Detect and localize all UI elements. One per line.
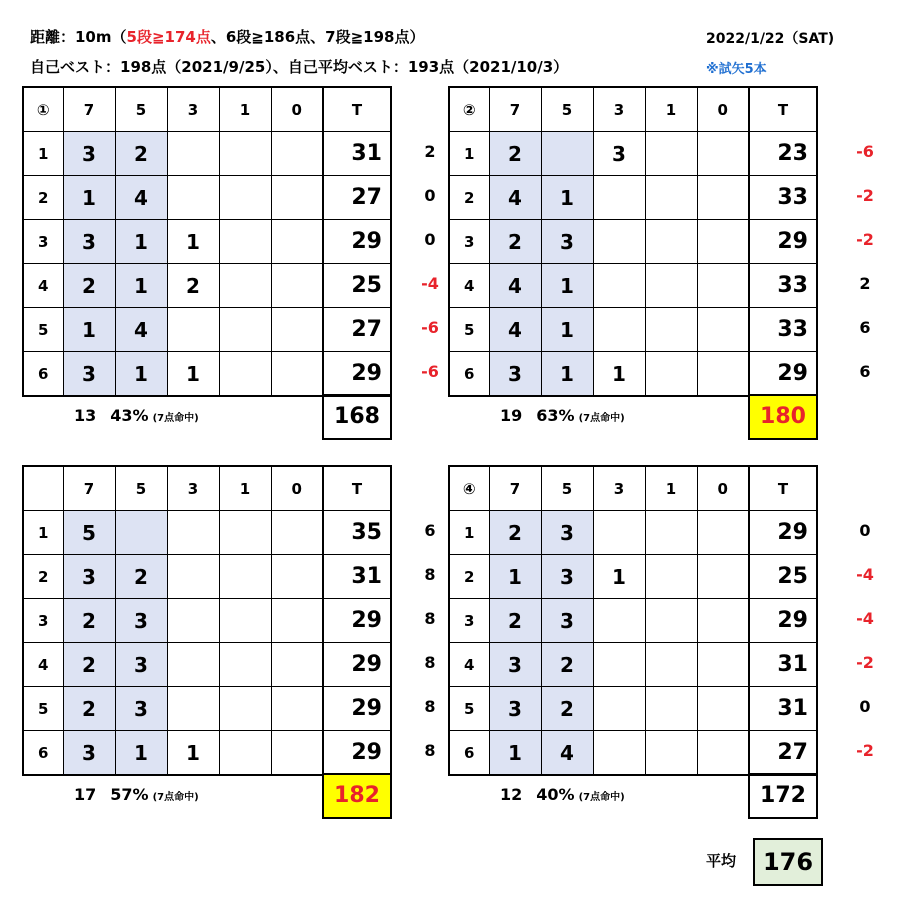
count-1 bbox=[219, 511, 271, 555]
table-row bbox=[449, 220, 817, 264]
count-7: 2 bbox=[63, 264, 115, 308]
count-1 bbox=[645, 731, 697, 776]
count-1 bbox=[645, 308, 697, 352]
diff-value: 6 bbox=[424, 521, 436, 540]
count-0 bbox=[271, 264, 323, 308]
count-1 bbox=[219, 643, 271, 687]
end-number: 3 bbox=[23, 220, 63, 264]
count-5: 2 bbox=[541, 687, 593, 731]
count-7: 2 bbox=[489, 220, 541, 264]
column-header: 1 bbox=[219, 87, 271, 132]
diff-value: -6 bbox=[421, 318, 439, 337]
count-7: 3 bbox=[489, 643, 541, 687]
count-3 bbox=[593, 308, 645, 352]
end-total: 31 bbox=[323, 555, 391, 599]
count-1 bbox=[219, 220, 271, 264]
count-5: 3 bbox=[541, 220, 593, 264]
count-5: 1 bbox=[115, 352, 167, 397]
column-header: 5 bbox=[541, 87, 593, 132]
hit-count: 12 bbox=[500, 785, 523, 804]
distance-header bbox=[30, 26, 424, 47]
table-row bbox=[23, 220, 391, 264]
diff-value: 6 bbox=[859, 318, 871, 337]
round-total: 168 bbox=[322, 394, 392, 440]
end-total: 29 bbox=[323, 643, 391, 687]
count-7: 2 bbox=[63, 687, 115, 731]
count-1 bbox=[219, 308, 271, 352]
count-5: 4 bbox=[541, 731, 593, 776]
count-0 bbox=[697, 643, 749, 687]
count-3: 1 bbox=[167, 220, 219, 264]
count-0 bbox=[697, 731, 749, 776]
end-total: 31 bbox=[323, 132, 391, 176]
count-5: 3 bbox=[541, 511, 593, 555]
table-row bbox=[23, 352, 391, 397]
round-label: ④ bbox=[449, 466, 489, 511]
column-header: 1 bbox=[645, 87, 697, 132]
table-row bbox=[449, 176, 817, 220]
diff-column bbox=[845, 509, 885, 773]
count-7: 3 bbox=[489, 687, 541, 731]
end-total: 29 bbox=[323, 687, 391, 731]
count-0 bbox=[697, 352, 749, 397]
count-5: 2 bbox=[115, 132, 167, 176]
count-3 bbox=[593, 264, 645, 308]
end-total: 27 bbox=[323, 308, 391, 352]
column-header: T bbox=[749, 87, 817, 132]
end-number: 4 bbox=[23, 264, 63, 308]
date-label: 2022/1/22（SAT) bbox=[706, 31, 835, 47]
count-3 bbox=[167, 643, 219, 687]
table-row bbox=[449, 555, 817, 599]
diff-value: -4 bbox=[856, 565, 874, 584]
end-total: 27 bbox=[749, 731, 817, 776]
end-number: 5 bbox=[23, 308, 63, 352]
count-3: 1 bbox=[593, 555, 645, 599]
count-1 bbox=[219, 264, 271, 308]
count-1 bbox=[645, 132, 697, 176]
count-0 bbox=[271, 555, 323, 599]
practice-arrows-note: ※試矢5本 bbox=[706, 62, 767, 77]
end-number: 4 bbox=[23, 643, 63, 687]
count-5: 1 bbox=[541, 176, 593, 220]
column-header: 5 bbox=[115, 87, 167, 132]
end-number: 3 bbox=[449, 220, 489, 264]
count-7: 3 bbox=[489, 352, 541, 397]
hit-stats bbox=[500, 785, 625, 804]
count-5: 3 bbox=[541, 599, 593, 643]
score-table-2 bbox=[448, 86, 818, 397]
end-total: 23 bbox=[749, 132, 817, 176]
round-total: 182 bbox=[322, 773, 392, 819]
end-total: 31 bbox=[749, 687, 817, 731]
hit-stats bbox=[500, 406, 625, 425]
count-3 bbox=[593, 220, 645, 264]
score-table-4 bbox=[448, 465, 818, 776]
count-5 bbox=[115, 511, 167, 555]
count-1 bbox=[645, 555, 697, 599]
count-3 bbox=[167, 308, 219, 352]
end-total: 29 bbox=[323, 220, 391, 264]
count-5: 3 bbox=[115, 687, 167, 731]
hit-note: (7点命中) bbox=[578, 792, 625, 803]
count-5: 2 bbox=[541, 643, 593, 687]
diff-value: -4 bbox=[421, 274, 439, 293]
end-number: 2 bbox=[449, 555, 489, 599]
count-3 bbox=[593, 511, 645, 555]
count-5: 2 bbox=[115, 555, 167, 599]
diff-column bbox=[410, 130, 450, 394]
hit-percent: 43% bbox=[110, 406, 149, 425]
end-number: 1 bbox=[23, 511, 63, 555]
count-0 bbox=[271, 176, 323, 220]
diff-column bbox=[845, 130, 885, 394]
count-0 bbox=[271, 687, 323, 731]
table-row bbox=[449, 511, 817, 555]
column-header: 0 bbox=[271, 466, 323, 511]
count-0 bbox=[697, 220, 749, 264]
end-total: 29 bbox=[323, 731, 391, 776]
rank-thresholds: 、6段≧186点、7段≧198点） bbox=[210, 28, 425, 46]
column-header: 7 bbox=[489, 87, 541, 132]
column-header: 3 bbox=[593, 466, 645, 511]
end-total: 27 bbox=[323, 176, 391, 220]
count-0 bbox=[697, 264, 749, 308]
score-table-3 bbox=[22, 465, 392, 776]
table-row bbox=[449, 599, 817, 643]
end-total: 33 bbox=[749, 176, 817, 220]
hit-percent: 40% bbox=[536, 785, 575, 804]
count-7: 4 bbox=[489, 264, 541, 308]
end-number: 3 bbox=[23, 599, 63, 643]
end-number: 1 bbox=[449, 511, 489, 555]
table-row bbox=[23, 264, 391, 308]
round-total: 180 bbox=[748, 394, 818, 440]
table-row bbox=[449, 643, 817, 687]
column-header: 1 bbox=[219, 466, 271, 511]
end-number: 5 bbox=[449, 308, 489, 352]
round-total: 172 bbox=[748, 773, 818, 819]
count-1 bbox=[219, 731, 271, 776]
count-1 bbox=[645, 176, 697, 220]
count-1 bbox=[219, 132, 271, 176]
column-header: 0 bbox=[697, 466, 749, 511]
diff-value: 8 bbox=[424, 697, 436, 716]
count-5: 4 bbox=[115, 308, 167, 352]
end-total: 29 bbox=[749, 599, 817, 643]
diff-value: 0 bbox=[859, 697, 871, 716]
average-label: 平均 bbox=[706, 852, 737, 870]
column-header: 3 bbox=[167, 87, 219, 132]
count-3 bbox=[167, 599, 219, 643]
round-label: ② bbox=[449, 87, 489, 132]
count-5: 1 bbox=[115, 731, 167, 776]
count-0 bbox=[271, 220, 323, 264]
end-total: 33 bbox=[749, 264, 817, 308]
hit-count: 13 bbox=[74, 406, 97, 425]
hit-note: (7点命中) bbox=[578, 413, 625, 424]
diff-value: -2 bbox=[856, 741, 874, 760]
count-7: 2 bbox=[489, 511, 541, 555]
table-row bbox=[23, 308, 391, 352]
count-0 bbox=[697, 599, 749, 643]
count-3 bbox=[593, 599, 645, 643]
distance-label: 距離：10m（ bbox=[30, 28, 127, 46]
diff-value: 8 bbox=[424, 653, 436, 672]
end-number: 4 bbox=[449, 643, 489, 687]
count-3 bbox=[593, 176, 645, 220]
count-3: 1 bbox=[167, 731, 219, 776]
average-value: 176 bbox=[753, 838, 823, 886]
end-number: 6 bbox=[23, 352, 63, 397]
count-0 bbox=[271, 643, 323, 687]
hit-count: 17 bbox=[74, 785, 97, 804]
count-7: 2 bbox=[63, 599, 115, 643]
count-3: 2 bbox=[167, 264, 219, 308]
diff-value: -2 bbox=[856, 186, 874, 205]
count-1 bbox=[645, 687, 697, 731]
count-0 bbox=[697, 308, 749, 352]
end-number: 6 bbox=[449, 352, 489, 397]
end-total: 29 bbox=[749, 352, 817, 397]
end-number: 6 bbox=[23, 731, 63, 776]
count-7: 3 bbox=[63, 731, 115, 776]
count-7: 5 bbox=[63, 511, 115, 555]
table-row bbox=[449, 731, 817, 776]
hit-note: (7点命中) bbox=[152, 413, 199, 424]
count-5: 3 bbox=[115, 599, 167, 643]
count-3 bbox=[593, 687, 645, 731]
diff-value: 0 bbox=[859, 521, 871, 540]
rank5-threshold: 5段≧174点 bbox=[126, 28, 211, 46]
end-total: 29 bbox=[749, 220, 817, 264]
count-0 bbox=[271, 599, 323, 643]
score-table-1 bbox=[22, 86, 392, 397]
count-3 bbox=[593, 643, 645, 687]
column-header: 0 bbox=[697, 87, 749, 132]
round-label bbox=[23, 466, 63, 511]
count-5: 3 bbox=[541, 555, 593, 599]
diff-value: -6 bbox=[856, 142, 874, 161]
count-0 bbox=[271, 511, 323, 555]
count-5: 1 bbox=[541, 308, 593, 352]
count-7: 3 bbox=[63, 220, 115, 264]
personal-best: 自己ベスト：198点（2021/9/25）、自己平均ベスト：193点（2021/10/3） bbox=[30, 58, 569, 76]
end-number: 2 bbox=[23, 176, 63, 220]
table-row bbox=[23, 176, 391, 220]
diff-value: 0 bbox=[424, 186, 436, 205]
column-header: 3 bbox=[167, 466, 219, 511]
end-total: 31 bbox=[749, 643, 817, 687]
count-7: 2 bbox=[489, 132, 541, 176]
table-row bbox=[23, 511, 391, 555]
column-header: 7 bbox=[63, 466, 115, 511]
count-3: 3 bbox=[593, 132, 645, 176]
count-5 bbox=[541, 132, 593, 176]
hit-note: (7点命中) bbox=[152, 792, 199, 803]
diff-value: 8 bbox=[424, 565, 436, 584]
count-7: 1 bbox=[63, 176, 115, 220]
column-header: 7 bbox=[489, 466, 541, 511]
diff-value: -4 bbox=[856, 609, 874, 628]
count-7: 2 bbox=[489, 599, 541, 643]
count-3 bbox=[593, 731, 645, 776]
table-row bbox=[449, 308, 817, 352]
count-7: 4 bbox=[489, 176, 541, 220]
diff-value: -6 bbox=[421, 362, 439, 381]
count-7: 2 bbox=[63, 643, 115, 687]
table-row bbox=[23, 599, 391, 643]
count-1 bbox=[645, 643, 697, 687]
column-header: T bbox=[749, 466, 817, 511]
count-0 bbox=[697, 555, 749, 599]
diff-value: 8 bbox=[424, 609, 436, 628]
count-3 bbox=[167, 511, 219, 555]
count-5: 1 bbox=[115, 264, 167, 308]
count-7: 4 bbox=[489, 308, 541, 352]
table-row bbox=[449, 687, 817, 731]
count-0 bbox=[271, 308, 323, 352]
count-1 bbox=[219, 176, 271, 220]
diff-value: 2 bbox=[424, 142, 436, 161]
end-total: 25 bbox=[749, 555, 817, 599]
count-1 bbox=[645, 599, 697, 643]
column-header: T bbox=[323, 466, 391, 511]
table-row bbox=[449, 264, 817, 308]
end-number: 3 bbox=[449, 599, 489, 643]
count-0 bbox=[271, 731, 323, 776]
diff-value: 8 bbox=[424, 741, 436, 760]
end-total: 29 bbox=[323, 352, 391, 397]
diff-value: -2 bbox=[856, 653, 874, 672]
column-header: 5 bbox=[541, 466, 593, 511]
count-5: 1 bbox=[541, 264, 593, 308]
end-number: 1 bbox=[449, 132, 489, 176]
count-3 bbox=[167, 176, 219, 220]
end-number: 5 bbox=[449, 687, 489, 731]
count-1 bbox=[645, 352, 697, 397]
count-0 bbox=[697, 176, 749, 220]
count-3 bbox=[167, 687, 219, 731]
count-3 bbox=[167, 555, 219, 599]
end-number: 4 bbox=[449, 264, 489, 308]
end-number: 5 bbox=[23, 687, 63, 731]
diff-value: -2 bbox=[856, 230, 874, 249]
count-1 bbox=[219, 352, 271, 397]
count-5: 1 bbox=[115, 220, 167, 264]
end-number: 1 bbox=[23, 132, 63, 176]
count-5: 3 bbox=[115, 643, 167, 687]
count-3: 1 bbox=[593, 352, 645, 397]
hit-percent: 63% bbox=[536, 406, 575, 425]
end-number: 2 bbox=[23, 555, 63, 599]
diff-column bbox=[410, 509, 450, 773]
column-header: 5 bbox=[115, 466, 167, 511]
hit-count: 19 bbox=[500, 406, 523, 425]
count-0 bbox=[697, 511, 749, 555]
count-7: 3 bbox=[63, 555, 115, 599]
count-1 bbox=[645, 220, 697, 264]
column-header: 3 bbox=[593, 87, 645, 132]
round-label: ① bbox=[23, 87, 63, 132]
count-1 bbox=[645, 264, 697, 308]
table-row bbox=[23, 555, 391, 599]
table-row bbox=[449, 352, 817, 397]
count-0 bbox=[697, 132, 749, 176]
end-total: 25 bbox=[323, 264, 391, 308]
count-7: 3 bbox=[63, 132, 115, 176]
count-1 bbox=[219, 599, 271, 643]
count-1 bbox=[219, 687, 271, 731]
table-row bbox=[23, 687, 391, 731]
table-row bbox=[23, 731, 391, 776]
count-5: 1 bbox=[541, 352, 593, 397]
end-total: 29 bbox=[323, 599, 391, 643]
end-number: 6 bbox=[449, 731, 489, 776]
hit-percent: 57% bbox=[110, 785, 149, 804]
count-3: 1 bbox=[167, 352, 219, 397]
column-header: 7 bbox=[63, 87, 115, 132]
end-total: 29 bbox=[749, 511, 817, 555]
hit-stats bbox=[74, 406, 199, 425]
count-7: 3 bbox=[63, 352, 115, 397]
end-number: 2 bbox=[449, 176, 489, 220]
diff-value: 6 bbox=[859, 362, 871, 381]
count-7: 1 bbox=[489, 731, 541, 776]
end-total: 35 bbox=[323, 511, 391, 555]
column-header: T bbox=[323, 87, 391, 132]
count-1 bbox=[219, 555, 271, 599]
count-1 bbox=[645, 511, 697, 555]
count-0 bbox=[271, 352, 323, 397]
table-row bbox=[23, 643, 391, 687]
count-7: 1 bbox=[63, 308, 115, 352]
hit-stats bbox=[74, 785, 199, 804]
column-header: 0 bbox=[271, 87, 323, 132]
column-header: 1 bbox=[645, 466, 697, 511]
count-0 bbox=[697, 687, 749, 731]
table-row bbox=[449, 132, 817, 176]
diff-value: 2 bbox=[859, 274, 871, 293]
diff-value: 0 bbox=[424, 230, 436, 249]
table-row bbox=[23, 132, 391, 176]
count-0 bbox=[271, 132, 323, 176]
count-5: 4 bbox=[115, 176, 167, 220]
count-7: 1 bbox=[489, 555, 541, 599]
end-total: 33 bbox=[749, 308, 817, 352]
count-3 bbox=[167, 132, 219, 176]
